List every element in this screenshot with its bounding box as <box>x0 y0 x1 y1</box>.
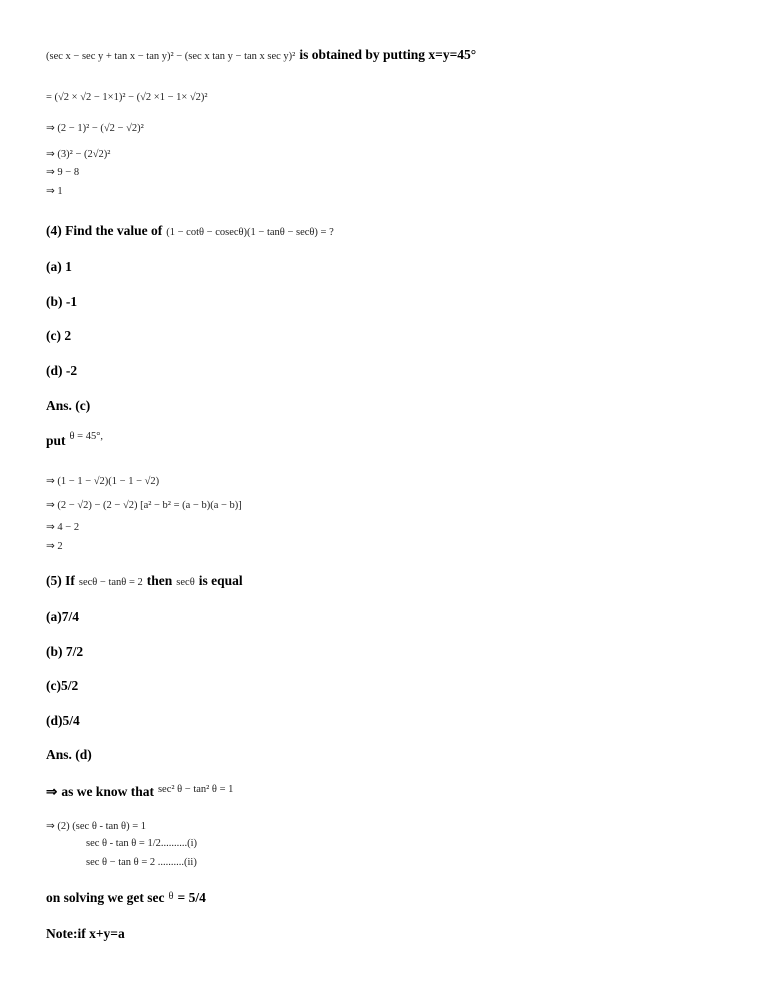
step-line: ⇒ 9 − 8 <box>46 167 80 178</box>
answer-4: Ans. (c) <box>46 398 91 413</box>
question-4-prefix: (4) Find the value of <box>46 223 163 238</box>
note-line: Note:if x+y=a <box>46 926 125 941</box>
step-line: ⇒ 1 <box>46 186 63 197</box>
step-line: ⇒ 4 − 2 <box>46 522 80 533</box>
option-b: (b) -1 <box>46 294 78 309</box>
know-line <box>46 783 233 801</box>
step-line: ⇒ 2 <box>46 541 63 552</box>
step-line: sec θ - tan θ = 1/2..........(i) <box>86 838 198 849</box>
question-4 <box>46 222 334 240</box>
option-c: (c) 2 <box>46 328 72 343</box>
step-line: ⇒ (2 − √2) − (2 − √2) [a² − b² = (a − b)(a − b)] <box>46 500 242 511</box>
intro-expression: (sec x − sec y + tan x − tan y)² − (sec x tan y − tan x sec y)² <box>46 51 296 62</box>
question-5-expression-1: secθ − tanθ = 2 <box>78 577 143 588</box>
put-line <box>46 432 103 450</box>
step-line: ⇒ (3)² − (2√2)² <box>46 149 111 160</box>
implies-arrow: ⇒ <box>46 784 58 799</box>
step-line: ⇒ (2) (sec θ - tan θ) = 1 <box>46 821 146 832</box>
option-d: (d) -2 <box>46 363 78 378</box>
intro-tail-text: is obtained by putting x=y=45° <box>299 47 477 62</box>
step-line: ⇒ (1 − 1 − √2)(1 − 1 − √2) <box>46 476 160 487</box>
question-5 <box>46 572 243 590</box>
option-d: (d)5/4 <box>46 713 80 728</box>
know-expression: sec² θ − tan² θ = 1 <box>157 784 234 795</box>
option-c: (c)5/2 <box>46 678 79 693</box>
step-line: = (√2 × √2 − 1×1)² − (√2 ×1 − 1× √2)² <box>46 92 208 103</box>
answer-5: Ans. (d) <box>46 747 92 762</box>
solve-text: on solving we get sec <box>46 890 165 905</box>
step-line: sec θ − tan θ = 2 ..........(ii) <box>86 857 197 868</box>
option-b: (b) 7/2 <box>46 644 84 659</box>
question-5-expression-2: secθ <box>176 577 195 588</box>
question-5-prefix: (5) If <box>46 573 75 588</box>
solve-theta: θ <box>168 891 174 902</box>
option-a: (a) 1 <box>46 259 72 274</box>
know-text: as we know that <box>61 784 154 799</box>
option-a: (a)7/4 <box>46 609 79 624</box>
solve-result: = 5/4 <box>177 890 206 905</box>
put-label: put <box>46 433 66 448</box>
put-expression: θ = 45°, <box>69 431 104 442</box>
intro-line <box>46 46 476 64</box>
question-5-mid: then <box>146 573 173 588</box>
question-5-suffix: is equal <box>198 573 243 588</box>
step-line: ⇒ (2 − 1)² − (√2 − √2)² <box>46 123 144 134</box>
solve-line <box>46 889 206 907</box>
question-4-expression: (1 − cotθ − cosecθ)(1 − tanθ − secθ) = ? <box>166 227 334 238</box>
